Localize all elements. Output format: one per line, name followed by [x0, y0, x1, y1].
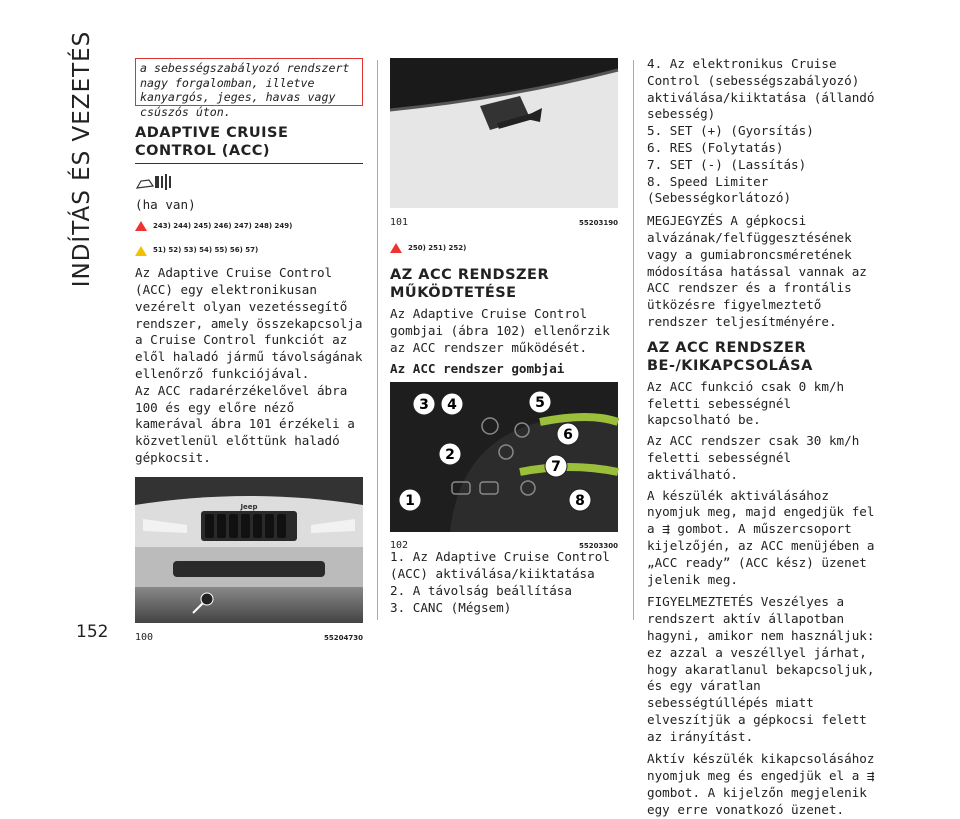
callout-label-7: 7	[551, 458, 561, 475]
callout-label-8: 8	[575, 492, 585, 509]
warning-paragraph: FIGYELMEZTETÉS Veszélyes a rendszert aktív állapotban hagyni, amikor nem használjuk: ez azzal a veszéllyel járhat, hogy akaratlanul bekapcsoljuk, és egy váratlan sebességtúllépés miatt elveszítjük a gépkocsi felett az irányítást.	[647, 594, 875, 744]
section-heading-onoff: AZ ACC RENDSZER BE-/KIKAPCSOLÁSA	[647, 339, 813, 374]
warning-box: a sebességszabályozó rendszert nagy forgalomban, illetve kanyargós, jeges, havas vagy csúszós úton.	[135, 58, 363, 106]
button-list	[390, 549, 618, 616]
list-item: 6. RES (Folytatás)	[647, 139, 784, 155]
callout-label-5: 5	[535, 394, 545, 411]
acc-car-icon	[135, 172, 175, 192]
caution-references: 51) 52) 53) 54) 55) 56) 57)	[135, 242, 363, 259]
callout-label-6: 6	[563, 426, 573, 443]
column-divider	[377, 60, 378, 620]
figure-101	[390, 58, 618, 232]
list-item: 7. SET (-) (Lassítás)	[647, 156, 807, 172]
warning-references: 243) 244) 245) 246) 247) 248) 249)	[135, 218, 363, 235]
paragraph: Az Adaptive Cruise Control gombjai (ábra 102) ellenőrzik az ACC rendszer működését.	[390, 306, 610, 355]
subheading: Az ACC rendszer gombjai	[390, 360, 565, 376]
grille-logo: Jeep	[240, 502, 258, 511]
column-1: a sebességszabályozó rendszert nagy forgalomban, illetve kanyargós, jeges, havas vagy csúszós úton. ADAPTIVE CRUISE CONTROL (ACC) (ha van) 243) 244) 245) 246) 247) 248) 249) 51) 52) 53) 54) 55) 56) 57) Az Adaptive Cruise Control (ACC) egy elektronikusan vezérelt olyan vezetéssegítő rendszer, amely összekapcsolja a Cruise Control funkciót az elől haladó jármű távolságának ellenőrző funkciójával. Az ACC radarérzékelővel ábra 100 és egy előre néző kamerával ábra 101 érzékeli a közvetlenül előttünk haladó gépkocsit. Jeep 100 55204730	[135, 58, 363, 646]
paragraph: Aktív készülék kikapcsolásához nyomjuk meg és engedjük el a ⇶ gombot. A kijelzőn megjelenik egy erre vonatkozó üzenet.	[647, 751, 875, 817]
figure-code: 55204730	[324, 633, 363, 642]
paragraph: Az ACC rendszer csak 30 km/h feletti sebességnél aktiválható.	[647, 433, 860, 482]
figure-100	[135, 477, 363, 647]
chapter-title: INDÍTÁS ÉS VEZETÉS	[69, 30, 95, 288]
warning-triangle-icon	[390, 243, 402, 253]
column-3	[647, 56, 882, 819]
figure-code: 55203300	[579, 542, 618, 551]
figure-number: 100	[135, 631, 154, 643]
acc-button-icon: ⇶	[866, 768, 875, 784]
list-item: 5. SET (+) (Gyorsítás)	[647, 123, 814, 139]
button-list-continued	[647, 56, 882, 207]
list-item: 2. A távolság beállítása	[390, 582, 572, 598]
steering-wheel-buttons-image	[390, 382, 618, 532]
list-item: 8. Speed Limiter (Sebességkorlátozó)	[647, 173, 792, 206]
callout-label-3: 3	[419, 396, 429, 413]
section-heading-acc: ADAPTIVE CRUISE CONTROL (ACC)	[135, 125, 289, 159]
windshield-camera-image	[390, 58, 618, 208]
note: MEGJEGYZÉS A gépkocsi alvázának/felfüggesztésének vagy a gumiabroncsméretének módosítása hatással vannak az ACC rendszer és a frontális ütközésre figyelmeztető rendszer teljesítményére.	[647, 213, 867, 329]
acc-button-icon: ⇶	[662, 521, 670, 537]
column-divider	[633, 60, 634, 620]
callout-label-1: 1	[405, 492, 415, 509]
car-front-radar-image	[135, 477, 363, 623]
column-2	[390, 58, 618, 616]
section-heading-operation: AZ ACC RENDSZER MŰKÖDTETÉSE	[390, 267, 550, 302]
list-item: 1. Az Adaptive Cruise Control (ACC) aktiválása/kiiktatása	[390, 549, 610, 581]
list-item: 4. Az elektronikus Cruise Control (sebességszabályozó) aktiválása/kiiktatása (állandó sebesség)	[647, 56, 875, 122]
callout-label-4: 4	[447, 396, 457, 413]
figure-code: 55203190	[579, 218, 618, 227]
figure-102	[390, 382, 618, 556]
page-number: 152	[76, 622, 109, 642]
warning-references: 250) 251) 252)	[390, 240, 618, 257]
callout-label-2: 2	[445, 446, 455, 463]
list-item: 3. CANC (Mégsem)	[390, 599, 512, 615]
figure-number: 102	[390, 540, 409, 552]
heading-rule	[135, 163, 363, 164]
figure-number: 101	[390, 216, 409, 228]
paragraph: Az ACC funkció csak 0 km/h feletti sebességnél kapcsolható be.	[647, 378, 845, 428]
caution-triangle-icon	[135, 246, 147, 256]
paragraph: Az Adaptive Cruise Control (ACC) egy elektronikusan vezérelt olyan vezetéssegítő rendszer, amely összekapcsolja a Cruise Control funkciót az elől haladó jármű távolságának ellenőrző funkciójával.	[135, 265, 363, 381]
paragraph: Az ACC radarérzékelővel ábra 100 és egy előre néző kamerával ábra 101 érzékeli a közvetlenül előttünk haladó gépkocsit.	[135, 382, 355, 465]
warning-triangle-icon	[135, 221, 147, 231]
paragraph: A készülék aktiválásához nyomjuk meg, majd engedjük fel a ⇶ gombot. A műszercsoport kijelzőjén, az ACC menüjében a „ACC ready” (ACC kész) üzenet jelenik meg.	[647, 487, 875, 587]
